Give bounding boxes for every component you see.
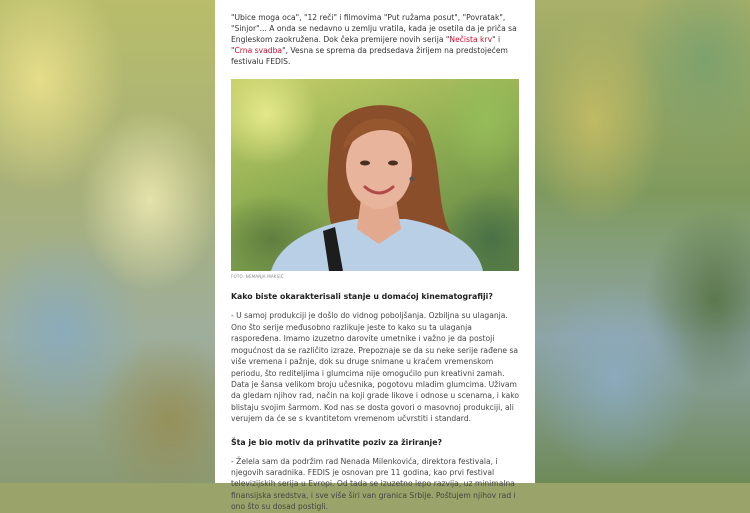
link-crna-svadba[interactable]: Crna svadba — [234, 46, 283, 56]
interview-question-2: Šta je bio motiv da prihvatite poziv za žiriranje? — [231, 437, 443, 447]
photo-credit: FOTO: NEMANJA MAKSIĆ — [231, 274, 284, 280]
interview-answer-1: - U samoj produkciji je došlo do vidnog poboljšanja. Ozbiljna su ulaganja. Ono što serije međusobno razlikuje jeste to kako su ta ulaganja raspoređena. Imamo izuzetno darovite umetnike i važno je da postoji mogućnost da se različito izraze. Prepoznaje se da su neke serije rađene sa više vremena i pažnje, dok su druge snimane u kraćem vremenskom periodu, što rediteljima i glumcima nije omogućilo pun kreativni zamah. Data je šansa velikom broju učesnika, pogotovu mladim glumcima. Uživam da gledam njihov rad, način na koji grade likove i odnose u scenama, i kako blistaju svojim šarmom. Kod nas se dosta govori o masovnoj produkciji, ali verujem da će se s kvantitetom vremenom učvrstiti i standard. — [231, 311, 520, 424]
interview-question-1: Kako biste okarakterisali stanje u domaćoj kinematografiji? — [231, 292, 493, 302]
interview-answer-2: - Želela sam da podržim rad Nenada Milenkovića, direktora festivala, i njegovih saradnika. FEDIS je osnovan pre 11 godina, kao prvi festival televizijskih serija u Evropi. Od tada se izuzetno lepo razvija, uz minimalna finansijska sredstva, i sve više širi van granica Srbije. Poštujem njihov rad i ono što su dosad postigli. — [231, 456, 516, 512]
portrait-illustration — [231, 79, 519, 271]
article-content — [215, 0, 535, 512]
intro-paragraph: "Ubice moga oca", "12 reči" i filmovima "Put ružama posut", "Povratak", "Sinjor"... A onda se nedavno u zemlju vratila, kada je osetila da je priča sa Engleskom zaokružena. Dok čeka premijere novih serija "Nečista krv" i "Crna svadba", Vesna se sprema da predsedava žirijem na predstojećem festivalu FEDIS. — [231, 13, 517, 67]
link-necista-krv[interactable]: Nečista krv — [449, 35, 493, 45]
blurred-background-right — [535, 0, 750, 483]
blurred-background-left — [0, 0, 215, 483]
article-photo — [231, 79, 519, 271]
